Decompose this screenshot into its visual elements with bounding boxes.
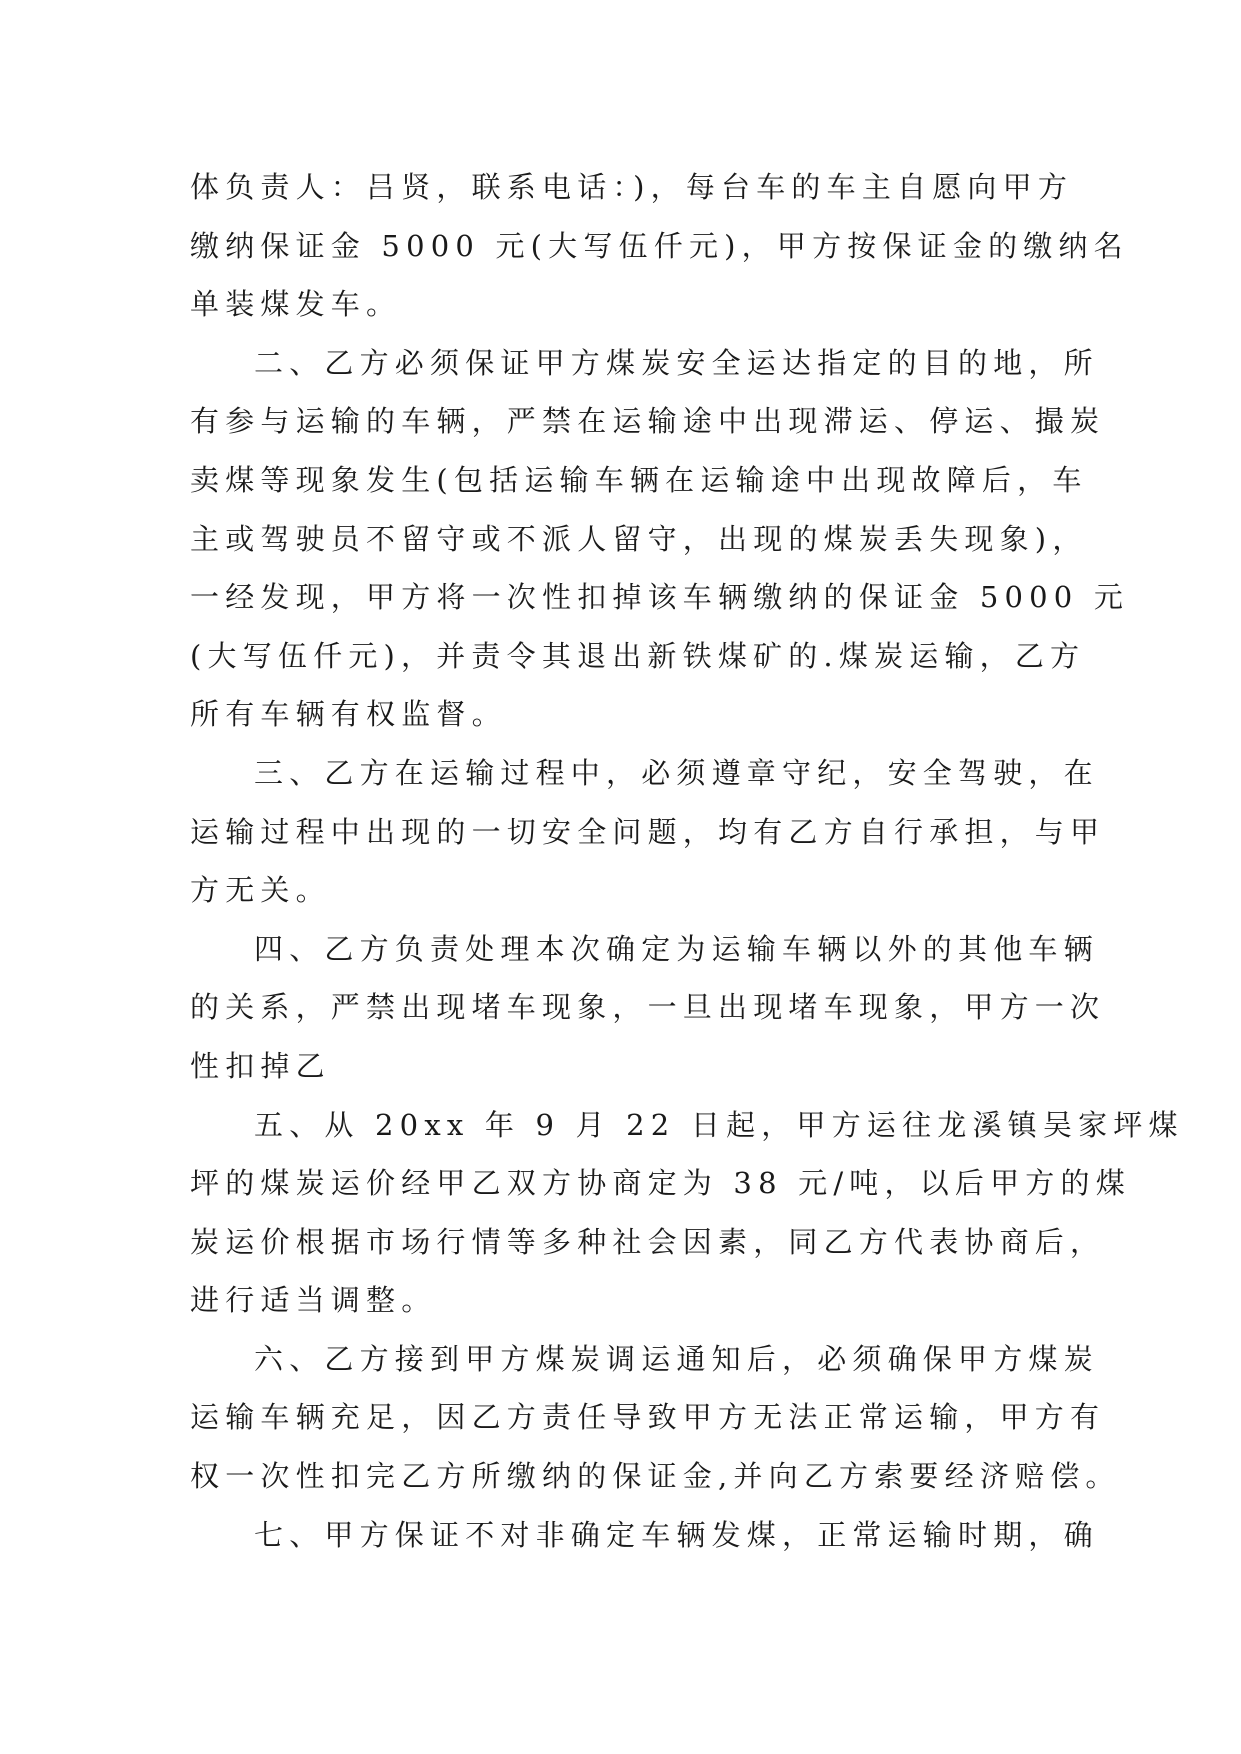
text-line: 七、甲方保证不对非确定车辆发煤，正常运输时期，确 xyxy=(254,1517,1099,1552)
text-line: 的关系，严禁出现堵车现象，一旦出现堵车现象，甲方一次 xyxy=(190,990,1106,1025)
text-line: 所有车辆有权监督。 xyxy=(190,697,507,732)
text-line: 运输过程中出现的一切安全问题，均有乙方自行承担，与甲 xyxy=(190,814,1106,849)
contract-body-text xyxy=(190,158,1184,1564)
text-line: 单装煤发车。 xyxy=(190,287,402,322)
text-line: 运输车辆充足，因乙方责任导致甲方无法正常运输，甲方有 xyxy=(190,1400,1106,1435)
text-line: 卖煤等现象发生(包括运输车辆在运输途中出现故障后，车 xyxy=(190,462,1088,497)
text-line: 二、乙方必须保证甲方煤炭安全运达指定的目的地，所 xyxy=(254,345,1099,380)
text-line: 四、乙方负责处理本次确定为运输车辆以外的其他车辆 xyxy=(254,931,1099,966)
text-line: 坪的煤炭运价经甲乙双方协商定为 38 元/吨，以后甲方的煤 xyxy=(190,1166,1131,1201)
text-line: 一经发现，甲方将一次性扣掉该车辆缴纳的保证金 5000 元 xyxy=(190,580,1130,615)
text-line: 进行适当调整。 xyxy=(190,1283,437,1318)
text-line: 主或驾驶员不留守或不派人留守，出现的煤炭丢失现象)， xyxy=(190,521,1088,556)
text-line: 六、乙方接到甲方煤炭调运通知后，必须确保甲方煤炭 xyxy=(254,1341,1099,1376)
text-line: 有参与运输的车辆，严禁在运输途中出现滞运、停运、撮炭 xyxy=(190,404,1106,439)
text-line: 缴纳保证金 5000 元(大写伍仟元)，甲方按保证金的缴纳名 xyxy=(190,228,1129,263)
text-line: 权一次性扣完乙方所缴纳的保证金,并向乙方索要经济赔偿。 xyxy=(190,1459,1121,1494)
text-line: 方无关。 xyxy=(190,873,331,908)
text-line: 性扣掉乙 xyxy=(190,1048,331,1083)
text-line: 五、从 20xx 年 9 月 22 日起，甲方运往龙溪镇吴家坪煤 xyxy=(254,1107,1184,1142)
text-line: 体负责人：吕贤，联系电话：)，每台车的车主自愿向甲方 xyxy=(190,170,1074,204)
text-line: 三、乙方在运输过程中，必须遵章守纪，安全驾驶，在 xyxy=(254,755,1099,790)
text-line: (大写伍仟元)，并责令其退出新铁煤矿的.煤炭运输，乙方 xyxy=(190,638,1086,673)
text-line: 炭运价根据市场行情等多种社会因素，同乙方代表协商后， xyxy=(190,1224,1106,1259)
